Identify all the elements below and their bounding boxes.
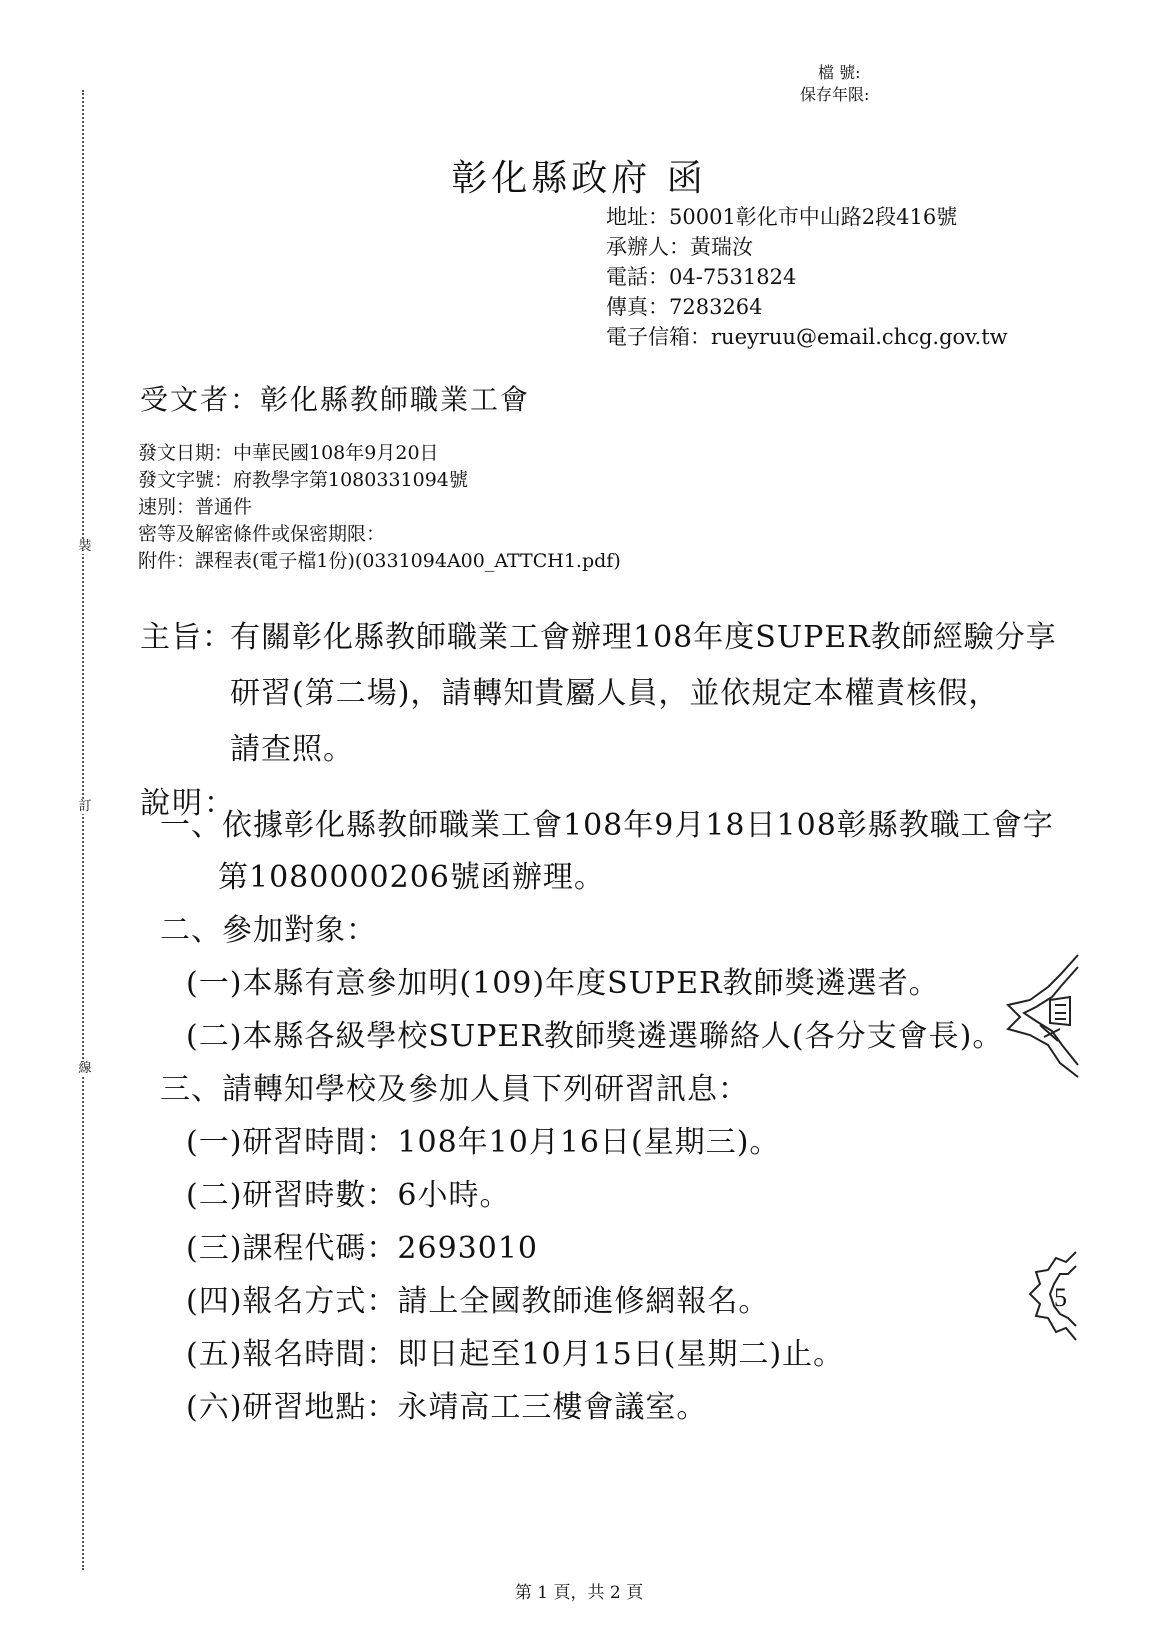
document-title: 彰化縣政府 函	[451, 158, 707, 199]
file-number: 檔 號:	[818, 63, 861, 82]
issue-number: 發文字號：府教學字第1080331094號	[138, 469, 468, 491]
speed-class: 速別：普通件	[138, 496, 253, 518]
subject-label: 主旨：	[140, 620, 233, 655]
explanation-item-2-sub-2: (二)本縣各級學校SUPER教師獎遴選聯絡人(各分支會長)。	[186, 1019, 1004, 1054]
secrecy-level: 密等及解密條件或保密期限：	[138, 523, 386, 545]
explanation-item-2-sub-1: (一)本縣有意參加明(109)年度SUPER教師獎遴選者。	[186, 966, 940, 1001]
recipient: 受文者：彰化縣教師職業工會	[140, 383, 531, 416]
explanation-item-3-sub-6: (六)研習地點：永靖高工三樓會議室。	[186, 1390, 708, 1425]
binding-mark-ding: 訂	[78, 799, 92, 814]
binding-dotted-line	[82, 90, 84, 1570]
explanation-item-1-line-1: 一、依據彰化縣教師職業工會108年9月18日108彰縣教職工會字	[160, 808, 1054, 843]
round-seal-stamp	[1026, 1248, 1096, 1343]
attachment: 附件：課程表(電子檔1份)(0331094A00_ATTCH1.pdf)	[138, 550, 621, 572]
issue-date: 發文日期：中華民國108年9月20日	[138, 442, 439, 464]
explanation-item-2: 二、參加對象：	[160, 913, 377, 948]
explanation-item-3-sub-2: (二)研習時數：6小時。	[186, 1178, 511, 1213]
contact-handler: 承辦人：黃瑞汝	[606, 235, 753, 259]
binding-mark-zhuang: 裝	[78, 539, 92, 554]
explanation-item-1-line-2: 第1080000206號函辦理。	[218, 860, 605, 895]
page-number: 第 1 頁，共 2 頁	[514, 1583, 644, 1603]
doc-info	[138, 440, 621, 575]
subject-line-3: 請查照。	[230, 732, 354, 767]
explanation-item-3-sub-5: (五)報名時間：即日起至10月15日(星期二)止。	[186, 1337, 845, 1372]
binding-mark-xian: 線	[78, 1061, 92, 1076]
subject-line-2: 研習(第二場)，請轉知貴屬人員，並依規定本權責核假，	[230, 676, 1000, 711]
contact-block	[606, 202, 1008, 352]
subject-line-1: 有關彰化縣教師職業工會辦理108年度SUPER教師經驗分享	[230, 620, 1057, 655]
file-meta	[800, 62, 869, 106]
contact-address: 地址：50001彰化市中山路2段416號	[606, 205, 958, 229]
retention-period: 保存年限:	[800, 85, 870, 104]
contact-phone: 電話：04-7531824	[606, 265, 797, 289]
explanation-item-3-sub-1: (一)研習時間：108年10月16日(星期三)。	[186, 1125, 781, 1160]
stamp-number: 5	[1054, 1283, 1067, 1312]
explanation-item-3-sub-3: (三)課程代碼：2693010	[186, 1231, 539, 1266]
explanation-label: 說明：	[140, 786, 236, 821]
contact-email: 電子信箱：rueyruu@email.chcg.gov.tw	[606, 325, 1008, 349]
explanation-item-3-sub-4: (四)報名方式：請上全國教師進修網報名。	[186, 1284, 770, 1319]
explanation-item-3: 三、請轉知學校及參加人員下列研習訊息：	[160, 1072, 749, 1107]
contact-fax: 傳真：7283264	[606, 295, 763, 319]
electronic-seal-stamp	[1000, 945, 1080, 1085]
